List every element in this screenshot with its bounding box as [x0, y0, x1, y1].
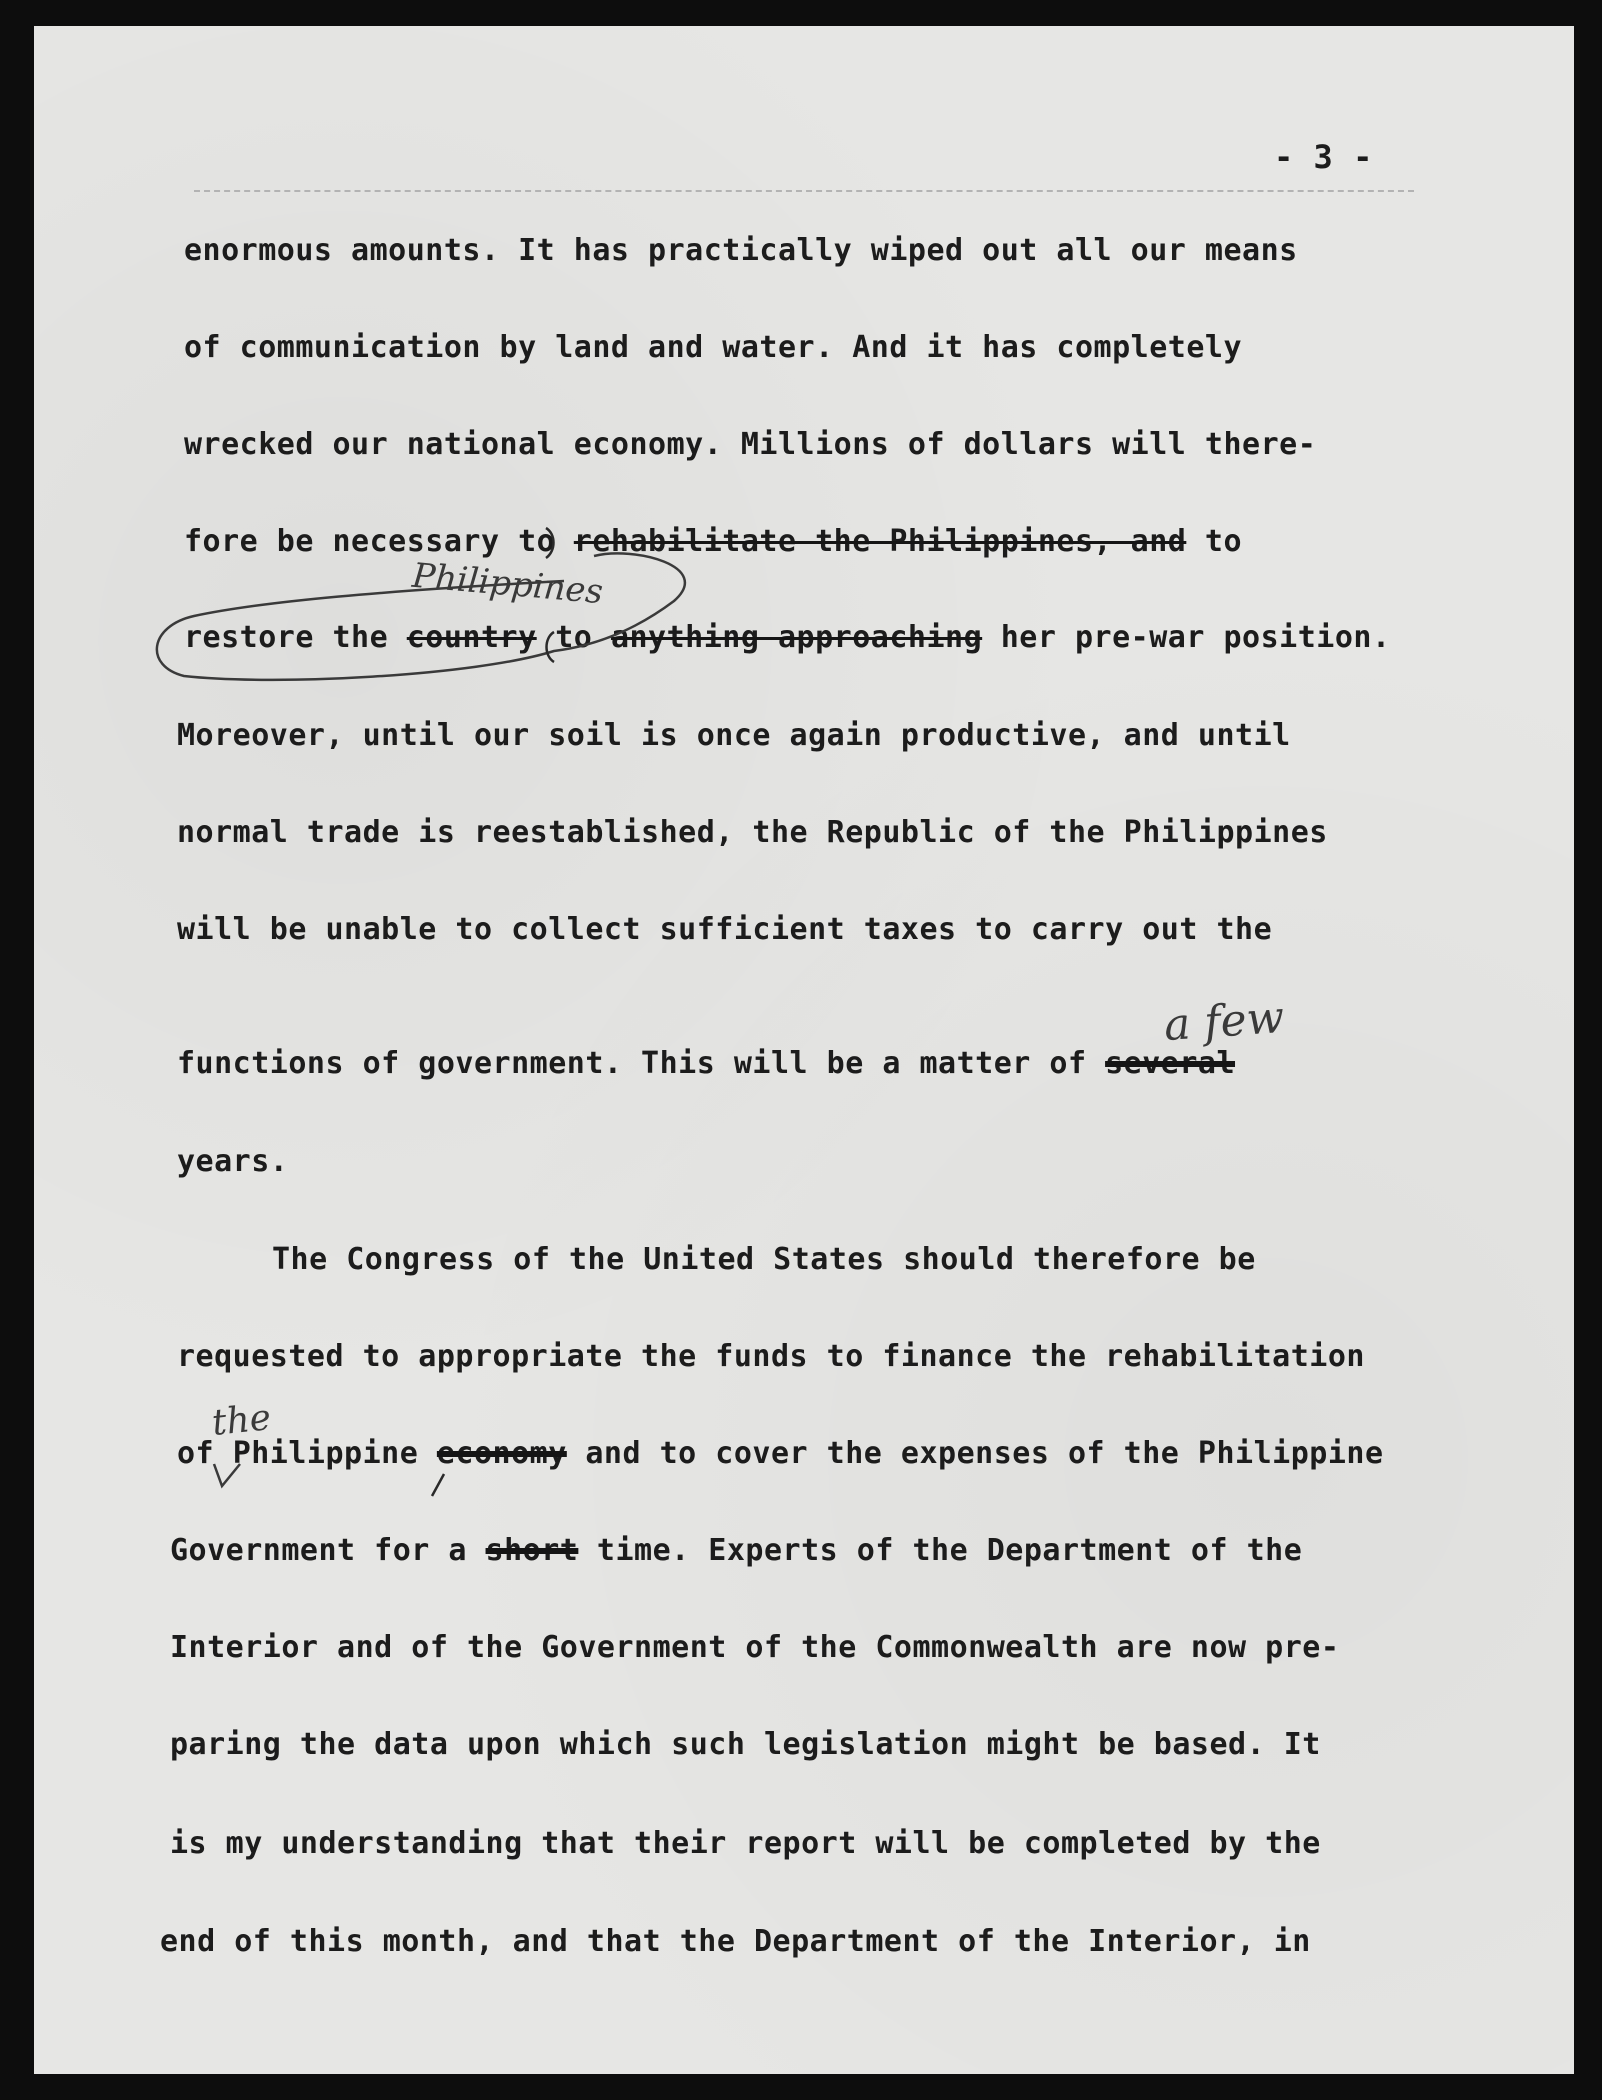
line-8: will be unable to collect sufficient taxes to carry out the: [177, 912, 1273, 947]
line-7: normal trade is reestablished, the Republic of the Philippines: [177, 815, 1328, 850]
line-1: enormous amounts. It has practically wiped out all our means: [184, 233, 1298, 268]
line-13: [177, 1436, 1384, 1471]
line-5: [184, 620, 1391, 655]
page-number: - 3 -: [1274, 138, 1373, 176]
line-15: Interior and of the Government of the Commonwealth are now pre-: [170, 1630, 1340, 1665]
slash-mark: [432, 1474, 444, 1496]
line-4: [184, 524, 1242, 559]
line-14-text-b: time. Experts of the Department of the: [596, 1533, 1303, 1568]
document-page: [34, 26, 1574, 2074]
line-9: [177, 1046, 1235, 1081]
line-2: of communication by land and water. And it has completely: [184, 330, 1243, 365]
line-6: Moreover, until our soil is once again productive, and until: [177, 718, 1291, 753]
line-5-struck-country: country: [406, 620, 537, 655]
line-5-text-a: restore the: [184, 620, 389, 655]
line-12: requested to appropriate the funds to finance the rehabilitation: [177, 1339, 1365, 1374]
line-13-text-b: Philippine: [232, 1436, 419, 1471]
line-13-struck-economy: economy: [436, 1436, 567, 1471]
header-dashed-rule: [194, 190, 1414, 192]
line-18: end of this month, and that the Department of the Interior, in: [160, 1924, 1311, 1959]
line-4-struck-text: rehabilitate the Philippines, and: [573, 524, 1187, 559]
line-14-text-a: Government for a: [170, 1533, 467, 1568]
line-4-text-a: fore be necessary to: [184, 524, 556, 559]
line-9-struck-several: several: [1105, 1046, 1236, 1081]
line-17: is my understanding that their report will be completed by the: [170, 1826, 1321, 1861]
line-14: [170, 1533, 1302, 1568]
line-5-text-c: her pre-war position.: [1000, 620, 1391, 655]
line-3: wrecked our national economy. Millions of dollars will there-: [184, 427, 1317, 462]
line-14-struck-short: short: [485, 1533, 579, 1568]
line-5-text-b: to: [555, 620, 593, 655]
line-13-text-c: and to cover the expenses of the Philippine: [585, 1436, 1384, 1471]
line-5-struck-anything-approaching: anything approaching: [610, 620, 983, 655]
line-13-text-a: of: [177, 1436, 215, 1471]
handwritten-a-few: a few: [1162, 991, 1286, 1052]
line-10: years.: [177, 1144, 289, 1179]
line-11: The Congress of the United States should therefore be: [272, 1242, 1256, 1277]
handwritten-the: the: [210, 1397, 273, 1444]
line-9-text-a: functions of government. This will be a matter of: [177, 1046, 1087, 1081]
line-4-text-b: to: [1204, 524, 1243, 559]
handwritten-philippines: Philippines: [410, 555, 605, 613]
line-16: paring the data upon which such legislation might be based. It: [170, 1727, 1321, 1762]
